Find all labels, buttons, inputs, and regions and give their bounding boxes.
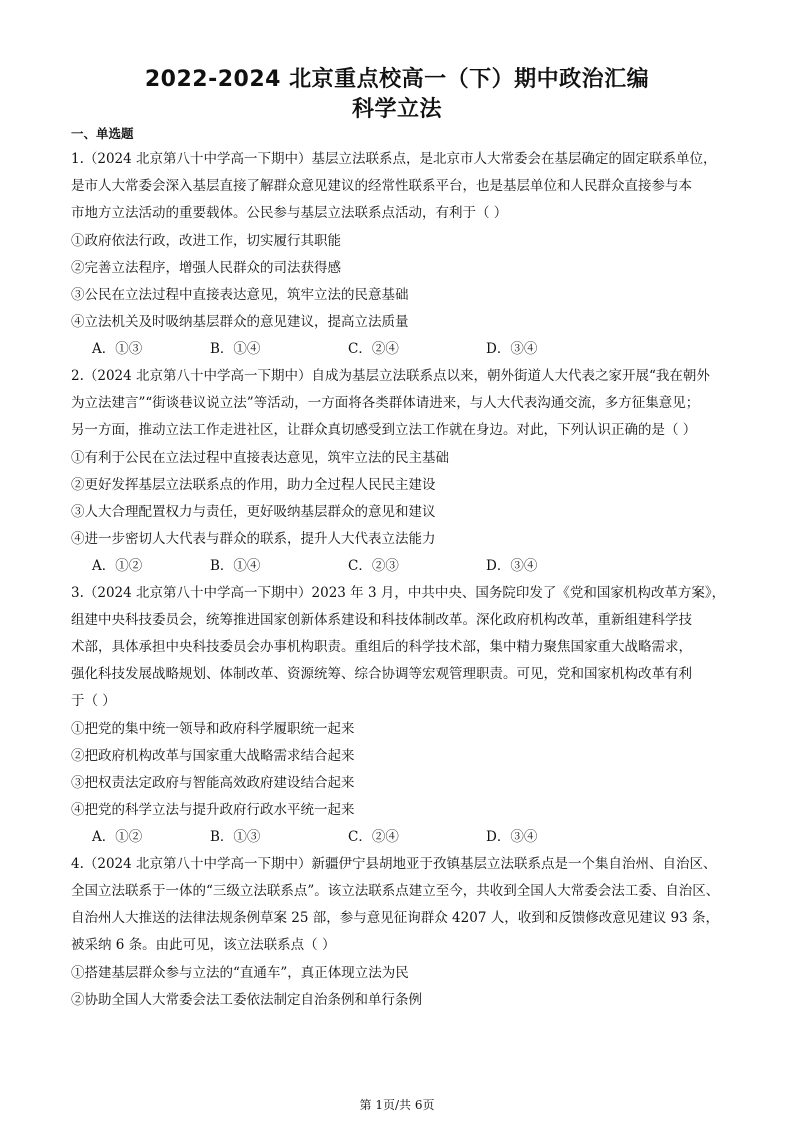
question-stem-line: 强化科技发展战略规划、体制改革、资源统筹、综合协调等宏观管理职责。可见，党和国家机构改革有利 <box>71 666 692 682</box>
answer-option: D．③④ <box>486 341 538 357</box>
answer-option: D．③④ <box>486 558 538 574</box>
question-statement: ③人大合理配置权力与责任，更好吸纳基层群众的意见和建议 <box>71 504 436 520</box>
answer-option: A．①③ <box>92 341 143 357</box>
question-stem-line: 术部，具体承担中央科技委员会办事机构职责。重组后的科学技术部，集中精力聚焦国家重大战略需求， <box>71 639 692 655</box>
answer-option: A．①② <box>92 558 143 574</box>
section-heading: 一、单选题 <box>71 126 134 141</box>
answer-option: B．①③ <box>210 829 261 845</box>
answer-option: A．①② <box>92 829 143 845</box>
question-stem-line: 全国立法联系于一体的“三级立法联系点”。该立法联系点建立至今，共收到全国人大常委会法工委、自治区、 <box>71 883 720 899</box>
answer-option: D．③④ <box>486 829 538 845</box>
question-statement: ②把政府机构改革与国家重大战略需求结合起来 <box>71 748 355 764</box>
question-stem-line: 于（ ） <box>71 693 116 709</box>
question-stem-line: 被采纳 6 条。由此可见，该立法联系点（ ） <box>71 937 336 953</box>
question-statement: ③把权责法定政府与智能高效政府建设结合起来 <box>71 775 355 791</box>
document-title: 2022-2024 北京重点校高一（下）期中政治汇编 <box>144 67 650 92</box>
question-statement: ①搭建基层群众参与立法的“直通车”，真正体现立法为民 <box>71 965 409 981</box>
question-stem-line: 市地方立法活动的重要载体。公民参与基层立法联系点活动，有利于（ ） <box>71 205 508 221</box>
page-footer: 第 1页/共 6页 <box>359 1098 435 1112</box>
answer-option: B．①④ <box>210 341 261 357</box>
question-stem-line: 1.（2024 北京第八十中学高一下期中）基层立法联系点，是北京市人大常委会在基层确定的固定联系单位， <box>71 151 717 167</box>
document-subtitle: 科学立法 <box>351 97 442 122</box>
question-statement: ④进一步密切人大代表与群众的联系，提升人大代表立法能力 <box>71 531 436 547</box>
question-stem-line: 为立法建言”“街谈巷议说立法”等活动，一方面将各类群体请进来，与人大代表沟通交流，多方征集意见； <box>71 395 700 411</box>
answer-option: C．②④ <box>348 341 399 357</box>
answer-option: C．②③ <box>348 558 399 574</box>
question-stem-line: 是市人大常委会深入基层直接了解群众意见建议的经常性联系平台，也是基层单位和人民群众直接参与本 <box>71 178 692 194</box>
answer-option: B．①④ <box>210 558 261 574</box>
question-stem-line: 3.（2024 北京第八十中学高一下期中）2023 年 3 月，中共中央、国务院印发了《党和国家机构改革方案》， <box>71 585 726 601</box>
question-statement: ①政府依法行政，改进工作，切实履行其职能 <box>71 233 341 249</box>
question-statement: ④立法机关及时吸纳基层群众的意见建议，提高立法质量 <box>71 314 409 330</box>
question-statement: ①有利于公民在立法过程中直接表达意见，筑牢立法的民主基础 <box>71 450 449 466</box>
question-statement: ①把党的集中统一领导和政府科学履职统一起来 <box>71 721 355 737</box>
question-stem-line: 另一方面，推动立法工作走进社区，让群众真切感受到立法工作就在身边。对此，下列认识正确的是（ ） <box>71 422 697 438</box>
question-statement: ②完善立法程序，增强人民群众的司法获得感 <box>71 260 341 276</box>
question-statement: ②更好发挥基层立法联系点的作用，助力全过程人民民主建设 <box>71 477 436 493</box>
question-stem-line: 2.（2024 北京第八十中学高一下期中）自成为基层立法联系点以来，朝外街道人大代表之家开展“我在朝外 <box>71 368 710 384</box>
question-statement: ②协助全国人大常委会法工委依法制定自治条例和单行条例 <box>71 992 422 1008</box>
question-stem-line: 自治州人大推送的法律法规条例草案 25 部，参与意见征询群众 4207 人，收到和反馈修改意见建议 93 条， <box>71 910 719 926</box>
question-stem-line: 4.（2024 北京第八十中学高一下期中）新疆伊宁县胡地亚于孜镇基层立法联系点是一个集自治州、自治区、 <box>71 856 717 872</box>
answer-option: C．②④ <box>348 829 399 845</box>
question-statement: ③公民在立法过程中直接表达意见，筑牢立法的民意基础 <box>71 287 409 303</box>
question-statement: ④把党的科学立法与提升政府行政水平统一起来 <box>71 802 355 818</box>
question-stem-line: 组建中央科技委员会，统筹推进国家创新体系建设和科技体制改革。深化政府机构改革，重新组建科学技 <box>71 612 692 628</box>
